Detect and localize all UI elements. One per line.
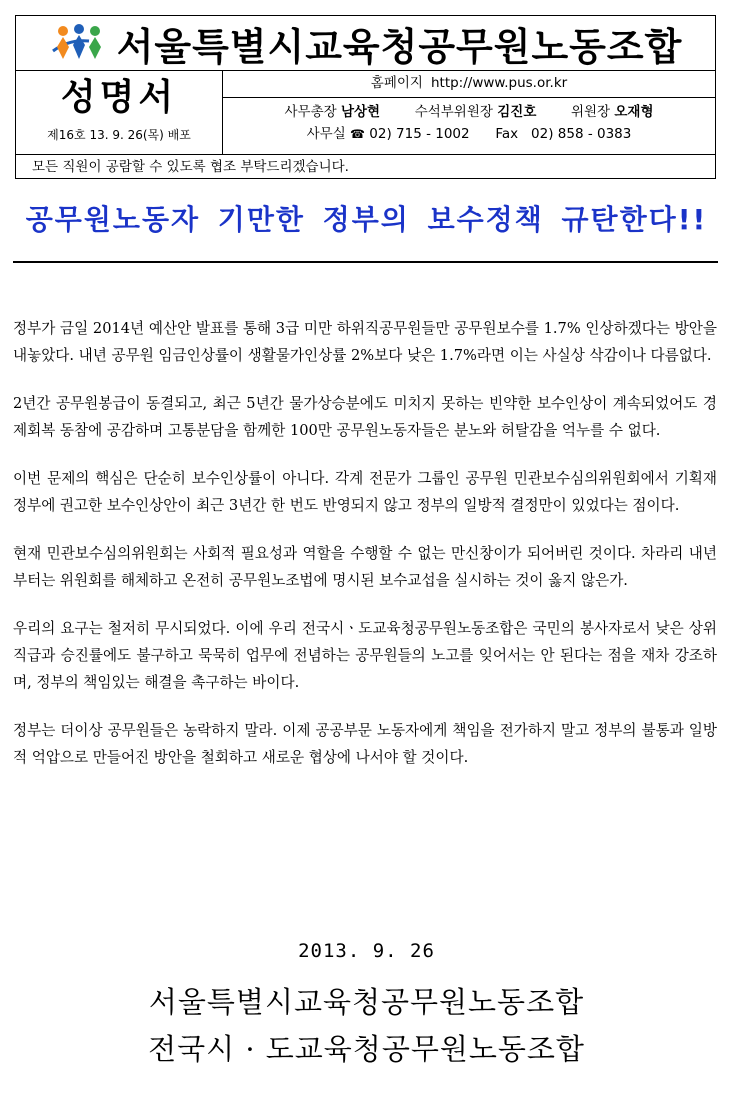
body-paragraph: 이번 문제의 핵심은 단순히 보수인상률이 아니다. 각계 전문가 그룹인 공무원 민관보수심의위원회에서 기획재정부에 권고한 보수인상안이 최근 3년간 한 번도 반영되지 않고 정부의 일방적 결정만이 있었다는 점이다. (13, 470, 717, 514)
officer-title: 사무총장 (284, 104, 337, 120)
divider (13, 261, 718, 263)
body-paragraph: 우리의 요구는 철저히 무시되었다. 이에 우리 전국시ㆍ도교육청공무원노동조합은 국민의 봉사자로서 낮은 상위직급과 승진률에도 불구하고 묵묵히 업무에 전념하는 공무원들의 노고를 잊어서는 안 된다는 점을 재차 강조하며, 정부의 책임있는 해결을 촉구하는 바이다. (13, 620, 717, 691)
office-label: 사무실 (306, 126, 346, 142)
doc-type-cell (16, 70, 223, 154)
officer-title: 위원장 (570, 104, 611, 120)
letterhead-title-row (16, 16, 715, 71)
notice: 모든 직원이 공람할 수 있도록 협조 부탁드리겠습니다. (16, 154, 715, 178)
contact-cell (223, 70, 715, 154)
homepage-row (223, 70, 715, 98)
union-logo-icon (49, 21, 111, 65)
statement-headline: 공무원노동자 기만한 정부의 보수정책 규탄한다!! (25, 203, 708, 236)
body-paragraph: 정부는 더이상 공무원들은 농락하지 말라. 이제 공공부문 노동자에게 책임을 전가하지 말고 정부의 불통과 일방적 억압으로 만들어진 방안을 철회하고 새로운 협상에 나서야 할 것이다. (13, 722, 717, 766)
body-paragraph: 현재 민관보수심의위원회는 사회적 필요성과 역할을 수행할 수 없는 만신창이가 되어버린 것이다. 차라리 내년부터는 위원회를 해체하고 온전히 공무원노조법에 명시된 보수교섭을 실시하는 것이 옳지 않은가. (13, 545, 717, 589)
fax-label: Fax (495, 126, 519, 142)
letterhead-box (15, 15, 716, 179)
officer-name: 김진호 (497, 104, 537, 120)
officer-name: 남상현 (340, 104, 381, 120)
officers-row (223, 98, 715, 123)
homepage-link[interactable]: http://www.pus.or.kr (430, 75, 568, 91)
org-title: 서울특별시교육청공무원노동조합 (116, 24, 683, 69)
body-paragraph: 정부가 금일 2014년 예산안 발표를 통해 3급 미만 하위직공무원들만 공무원보수를 1.7% 인상하겠다는 방안을 내놓았다. 내년 공무원 임금인상률이 생활물가인상률 2%보다 낮은 1.7%라면 이는 사실상 삭감이나 다름없다. (13, 320, 717, 364)
statement-date: 2013. 9. 26 (298, 940, 435, 962)
doc-type: 성명서 (60, 77, 178, 118)
statement-body (13, 315, 717, 792)
signature-national-union: 전국시 · 도교육청공무원노동조합 (148, 1032, 585, 1066)
telephone-icon: ☎ (350, 127, 365, 141)
homepage-label: 홈페이지 (370, 75, 423, 91)
body-paragraph: 2년간 공무원봉급이 동결되고, 최근 5년간 물가상승분에도 미치지 못하는 빈약한 보수인상이 계속되었어도 경제회복 동참에 공감하며 고통분담을 함께한 100만 공무원노동자들은 분노와 허탈감을 억누를 수 없다. (13, 395, 717, 439)
fax-number: 02) 858 - 0383 (531, 126, 632, 142)
contact-row (223, 123, 715, 145)
signature-seoul-union: 서울특별시교육청공무원노동조합 (148, 985, 585, 1019)
officer-name: 오재형 (614, 104, 654, 120)
issue-info: 제16호 13. 9. 26(목) 배포 (47, 128, 191, 142)
officer-title: 수석부위원장 (414, 104, 493, 120)
phone-number: 02) 715 - 1002 (369, 126, 470, 142)
